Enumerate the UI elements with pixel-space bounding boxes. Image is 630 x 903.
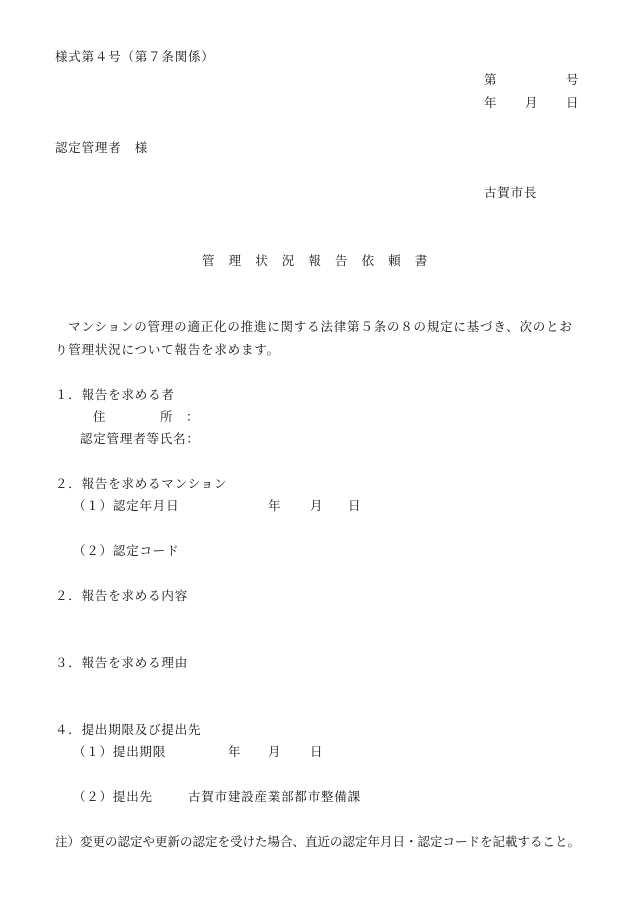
address-label-colon: ：	[186, 409, 200, 424]
intro-line-1: マンションの管理の適正化の推進に関する法律第５条の８の規定に基づき、次のとお	[55, 319, 573, 334]
address-label-part-2: 所	[160, 409, 174, 424]
deadline-day: 日	[310, 744, 324, 759]
intro-line-2: り管理状況について報告を求めます。	[55, 342, 280, 357]
deadline-label: （１）提出期限	[73, 744, 167, 759]
submission-destination-value: 古賀市建設産業部都市整備課	[188, 789, 361, 804]
footnote: 注）変更の認定や更新の認定を受けた場合、直近の認定年月日・認定コードを記載すること。	[55, 834, 581, 849]
deadline-year: 年	[228, 744, 242, 759]
certification-code-label: （２）認定コード	[73, 543, 180, 558]
address-label-part-1: 住	[93, 409, 107, 424]
deadline-month: 月	[268, 744, 282, 759]
document-title: 管 理 状 況 報 告 依 頼 書	[202, 253, 429, 268]
certification-date-year: 年	[268, 498, 282, 513]
manager-name-label: 認定管理者等氏名：	[80, 431, 200, 446]
certification-date-label: （１）認定年月日	[73, 498, 180, 513]
sender: 古賀市長	[484, 185, 538, 200]
section-report-reason-heading: ３．報告を求める理由	[55, 655, 189, 670]
section-deadline-heading: ４．提出期限及び提出先	[55, 722, 202, 737]
section-requestee-heading: １．報告を求める者	[55, 387, 175, 402]
issue-date-year: 年	[484, 95, 498, 110]
issue-date-month: 月	[525, 95, 539, 110]
document-number-suffix: 号	[566, 72, 580, 87]
issue-date-day: 日	[566, 95, 580, 110]
section-report-content-heading: ２．報告を求める内容	[55, 588, 189, 603]
form-number: 様式第４号（第７条関係）	[55, 49, 215, 64]
section-condominium-heading: ２．報告を求めるマンション	[55, 476, 228, 491]
submission-destination-label: （２）提出先	[73, 789, 153, 804]
document-number-prefix: 第	[484, 72, 498, 87]
certification-date-day: 日	[348, 498, 362, 513]
addressee: 認定管理者 様	[55, 140, 149, 155]
certification-date-month: 月	[310, 498, 324, 513]
